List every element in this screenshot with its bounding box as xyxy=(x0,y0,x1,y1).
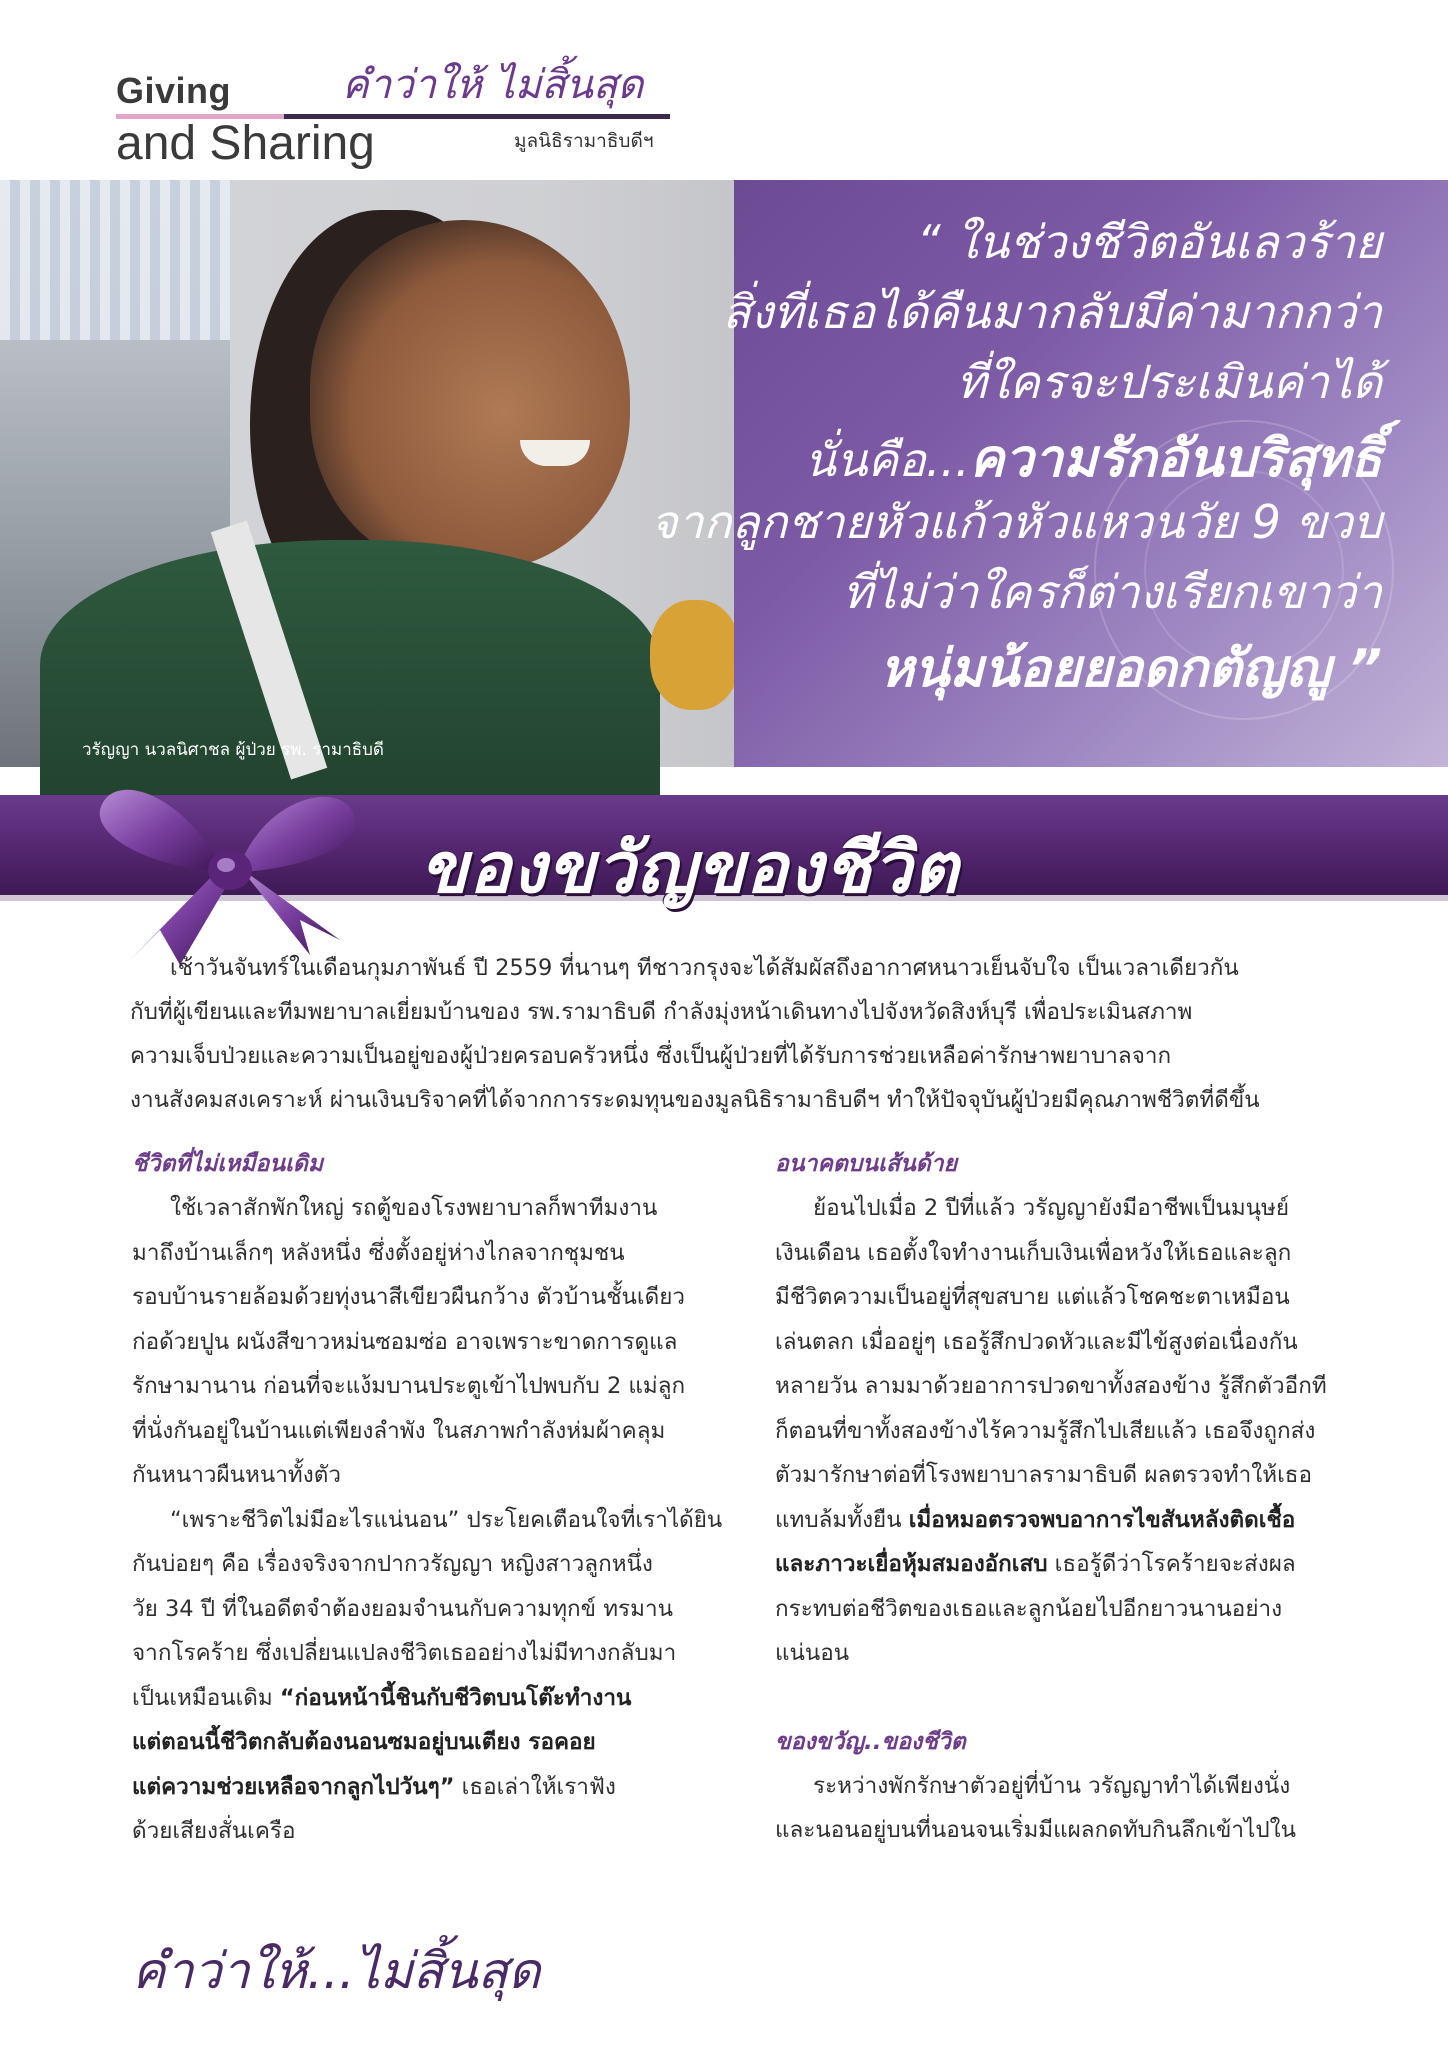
body-line: ก็ตอนที่ขาทั้งสองข้างไร้ความรู้สึกไปเสียแล้ว เธอจึงถูกส่ง xyxy=(775,1417,1316,1444)
ribbon-bow-icon xyxy=(70,770,390,970)
intro-line: กับที่ผู้เขียนและทีมพยาบาลเยี่ยมบ้านของ รพ.รามาธิบดี กำลังมุ่งหน้าเดินทางไปจังหวัดสิงห์บุรี เพื่อประเมินสภาพ xyxy=(130,999,1193,1025)
header-and-sharing: and Sharing xyxy=(116,117,375,170)
body-text: แทบล้มทั้งยืน xyxy=(775,1506,909,1533)
patient-photo xyxy=(0,180,734,767)
quote-line: ที่ใครจะประเมินค่าได้ xyxy=(956,355,1382,409)
body-line: วัย 34 ปี ที่ในอดีตจำต้องยอมจำนนกับความทุกข์ ทรมาน xyxy=(132,1595,673,1622)
body-line xyxy=(132,1720,732,1765)
quote-line: จากลูกชายหัวแก้วหัวแหวนวัย 9 ขวบ xyxy=(650,495,1382,549)
teddy-bear xyxy=(650,600,740,710)
quote-panel xyxy=(650,180,1448,767)
body-line: ย้อนไปเมื่อ 2 ปีที่แล้ว วรัญญายังมีอาชีพเป็นมนุษย์ xyxy=(813,1195,1290,1221)
quote-line: สิ่งที่เธอได้คืนมากลับมีค่ามากกว่า xyxy=(722,285,1382,339)
body-line: แน่นอน xyxy=(775,1640,850,1666)
body-line: กระทบต่อชีวิตของเธอและลูกน้อยไปอีกยาวนานอย่าง xyxy=(775,1595,1283,1622)
article-title: ของขวัญของชีวิต xyxy=(420,827,960,909)
body-line xyxy=(775,1498,1375,1543)
section-heading: ชีวิตที่ไม่เหมือนเดิม xyxy=(132,1151,324,1177)
body-line: กันบ่อยๆ คือ เรื่องจริงจากปากวรัญญา หญิงสาวลูกหนึ่ง xyxy=(132,1551,653,1577)
body-line: ตัวมารักษาต่อที่โรงพยาบาลรามาธิบดี ผลตรวจทำให้เธอ xyxy=(775,1462,1313,1488)
intro-line: งานสังคมสงเคราะห์ ผ่านเงินบริจาคที่ได้จากการระดมทุนของมูลนิธิรามาธิบดีฯ ทำให้ปัจจุบันผู้ป่วยมีคุณภาพชีวิตที่ดีขึ้น xyxy=(130,1087,1260,1113)
body-line: ใช้เวลาสักพักใหญ่ รถตู้ของโรงพยาบาลก็พาทีมงาน xyxy=(170,1195,658,1221)
body-line xyxy=(132,1676,732,1721)
body-line: ก่อด้วยปูน ผนังสีขาวหม่นซอมซ่อ อาจเพราะขาดการดูแล xyxy=(132,1328,678,1355)
intro-line: เช้าวันจันทร์ในเดือนกุมภาพันธ์ ปี 2559 ที่นานๆ ทีชาวกรุงจะได้สัมผัสถึงอากาศหนาวเย็นจับใจ เป็นเวลาเดียวกัน xyxy=(170,955,1239,981)
body-line: ระหว่างพักรักษาตัวอยู่ที่บ้าน วรัญญาทำได้เพียงนั่ง xyxy=(813,1772,1291,1799)
body-line: ด้วยเสียงสั่นเครือ xyxy=(132,1818,296,1844)
intro-paragraph xyxy=(130,946,1380,1122)
body-line: กันหนาวผืนหนาทั้งตัว xyxy=(132,1462,341,1488)
body-line xyxy=(132,1765,732,1810)
body-line: เล่นตลก เมื่ออยู่ๆ เธอรู้สึกปวดหัวและมีไข้สูงต่อเนื่องกัน xyxy=(775,1328,1298,1355)
body-bold: และภาวะเยื่อหุ้มสมองอักเสบ xyxy=(775,1551,1048,1577)
body-line: ที่นั่งกันอยู่ในบ้านแต่เพียงลำพัง ในสภาพกำลังห่มผ้าคลุม xyxy=(132,1417,666,1444)
body-line: เงินเดือน เธอตั้งใจทำงานเก็บเงินเพื่อหวังให้เธอและลูก xyxy=(775,1239,1292,1266)
quote-line: หนุ่มน้อยยอดกตัญญู ” xyxy=(879,639,1382,699)
body-line: “เพราะชีวิตไม่มีอะไรแน่นอน” ประโยคเตือนใจที่เราได้ยิน xyxy=(170,1506,723,1533)
page-header xyxy=(0,0,1448,180)
header-thai-title: คำว่าให้ ไม่สิ้นสุด xyxy=(342,62,644,108)
body-bold: เมื่อหมอตรวจพบอาการไขสันหลังติดเชื้อ xyxy=(908,1506,1296,1533)
body-text: เธอเล่าให้เราฟัง xyxy=(454,1773,616,1800)
header-foundation: มูลนิธิรามาธิบดีฯ xyxy=(514,130,654,152)
body-line: รักษามานาน ก่อนที่จะแง้มบานประตูเข้าไปพบกับ 2 แม่ลูก xyxy=(132,1373,686,1399)
body-line xyxy=(775,1542,1375,1587)
left-column xyxy=(132,1142,732,1854)
hero-section xyxy=(0,180,1448,767)
body-line: หลายวัน ลามมาด้วยอาการปวดขาทั้งสองข้าง รู้สึกตัวอีกที xyxy=(775,1373,1327,1399)
quote-emphasis: ความรักอันบริสุทธิ์ xyxy=(969,429,1382,489)
right-column xyxy=(775,1142,1375,1853)
body-line: มาถึงบ้านเล็กๆ หลังหนึ่ง ซึ่งตั้งอยู่ห่างไกลจากชุมชน xyxy=(132,1239,625,1266)
body-text: เธอรู้ดีว่าโรคร้ายจะส่งผล xyxy=(1047,1551,1296,1577)
photo-caption: วรัญญา นวลนิศาชล ผู้ป่วย รพ. รามาธิบดี xyxy=(82,740,384,760)
quote-lead: นั่นคือ... xyxy=(804,433,970,487)
section-heading: ของขวัญ..ของชีวิต xyxy=(775,1728,966,1755)
quote-line: “ ในช่วงชีวิตอันเลวร้าย xyxy=(916,215,1382,269)
intro-line: ความเจ็บป่วยและความเป็นอยู่ของผู้ป่วยครอบครัวหนึ่ง ซึ่งเป็นผู้ป่วยที่ได้รับการช่วยเหลือค่ารักษาพยาบาลจาก xyxy=(130,1043,1172,1069)
quote-line: ที่ไม่ว่าใครก็ต่างเรียกเขาว่า xyxy=(842,565,1382,619)
body-line: มีชีวิตความเป็นอยู่ที่สุขสบาย แต่แล้วโชคชะตาเหมือน xyxy=(775,1284,1290,1310)
body-line: จากโรคร้าย ซึ่งเปลี่ยนแปลงชีวิตเธออย่างไม่มีทางกลับมา xyxy=(132,1640,677,1666)
footer-title: คำว่าให้...ไม่สิ้นสุด xyxy=(132,1942,541,2000)
body-text: เป็นเหมือนเดิม xyxy=(132,1684,280,1711)
section-heading: อนาคตบนเส้นด้าย xyxy=(775,1151,958,1177)
body-line: และนอนอยู่บนที่นอนจนเริ่มมีแผลกดทับกินลึกเข้าไปใน xyxy=(775,1817,1297,1843)
body-bold: แต่ตอนนี้ชีวิตกลับต้องนอนซมอยู่บนเตียง รอคอย xyxy=(132,1729,596,1755)
body-bold: “ก่อนหน้านี้ชินกับชีวิตบนโต๊ะทำงาน xyxy=(279,1684,632,1711)
body-bold: แต่ความช่วยเหลือจากลูกไปวันๆ” xyxy=(132,1773,455,1800)
header-giving: Giving xyxy=(116,70,232,111)
body-line: รอบบ้านรายล้อมด้วยทุ่งนาสีเขียวผืนกว้าง ตัวบ้านชั้นเดียว xyxy=(132,1284,686,1310)
